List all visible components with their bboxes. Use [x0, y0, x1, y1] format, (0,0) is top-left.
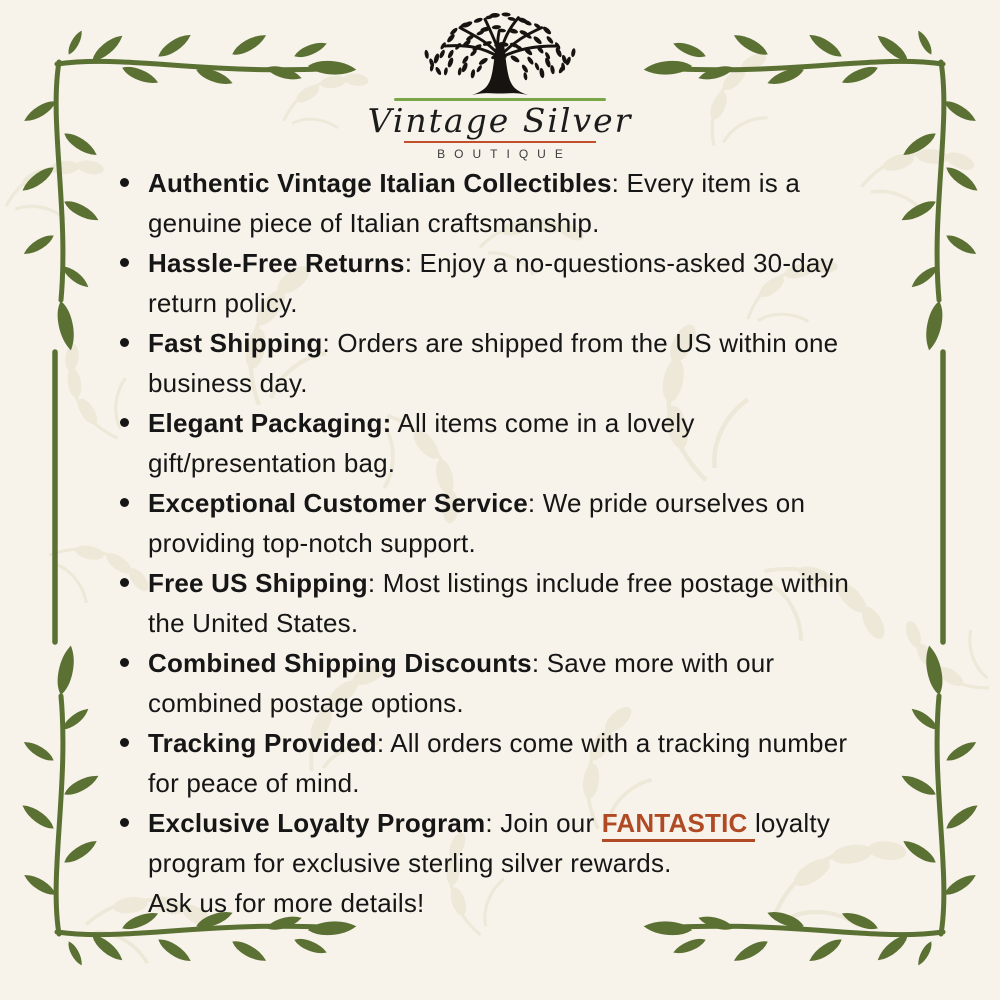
logo-divider-red [404, 141, 596, 143]
list-item: Elegant Packaging: All items come in a lovely gift/presentation bag. [117, 403, 865, 483]
benefits-list [117, 163, 865, 923]
highlight-text: FANTASTIC [602, 808, 755, 842]
tree-icon [415, 6, 585, 96]
list-item: Fast Shipping: Orders are shipped from the US within one business day. [117, 323, 865, 403]
list-item: Exclusive Loyalty Program: Join our FANTASTIC loyalty program for exclusive sterling silver rewards. Ask us for more details! [117, 803, 865, 923]
brand-name: Vintage Silver [367, 101, 633, 140]
list-item: Exceptional Customer Service: We pride ourselves on providing top-notch support. [117, 483, 865, 563]
list-item: Authentic Vintage Italian Collectibles: Every item is a genuine piece of Italian craftsmanship. [117, 163, 865, 243]
list-item: Hassle-Free Returns: Enjoy a no-questions-asked 30-day return policy. [117, 243, 865, 323]
logo [0, 6, 1000, 161]
list-item: Tracking Provided: All orders come with a tracking number for peace of mind. [117, 723, 865, 803]
brand-subtitle: BOUTIQUE [437, 147, 572, 161]
list-item: Combined Shipping Discounts: Save more with our combined postage options. [117, 643, 865, 723]
list-item: Free US Shipping: Most listings include free postage within the United States. [117, 563, 865, 643]
